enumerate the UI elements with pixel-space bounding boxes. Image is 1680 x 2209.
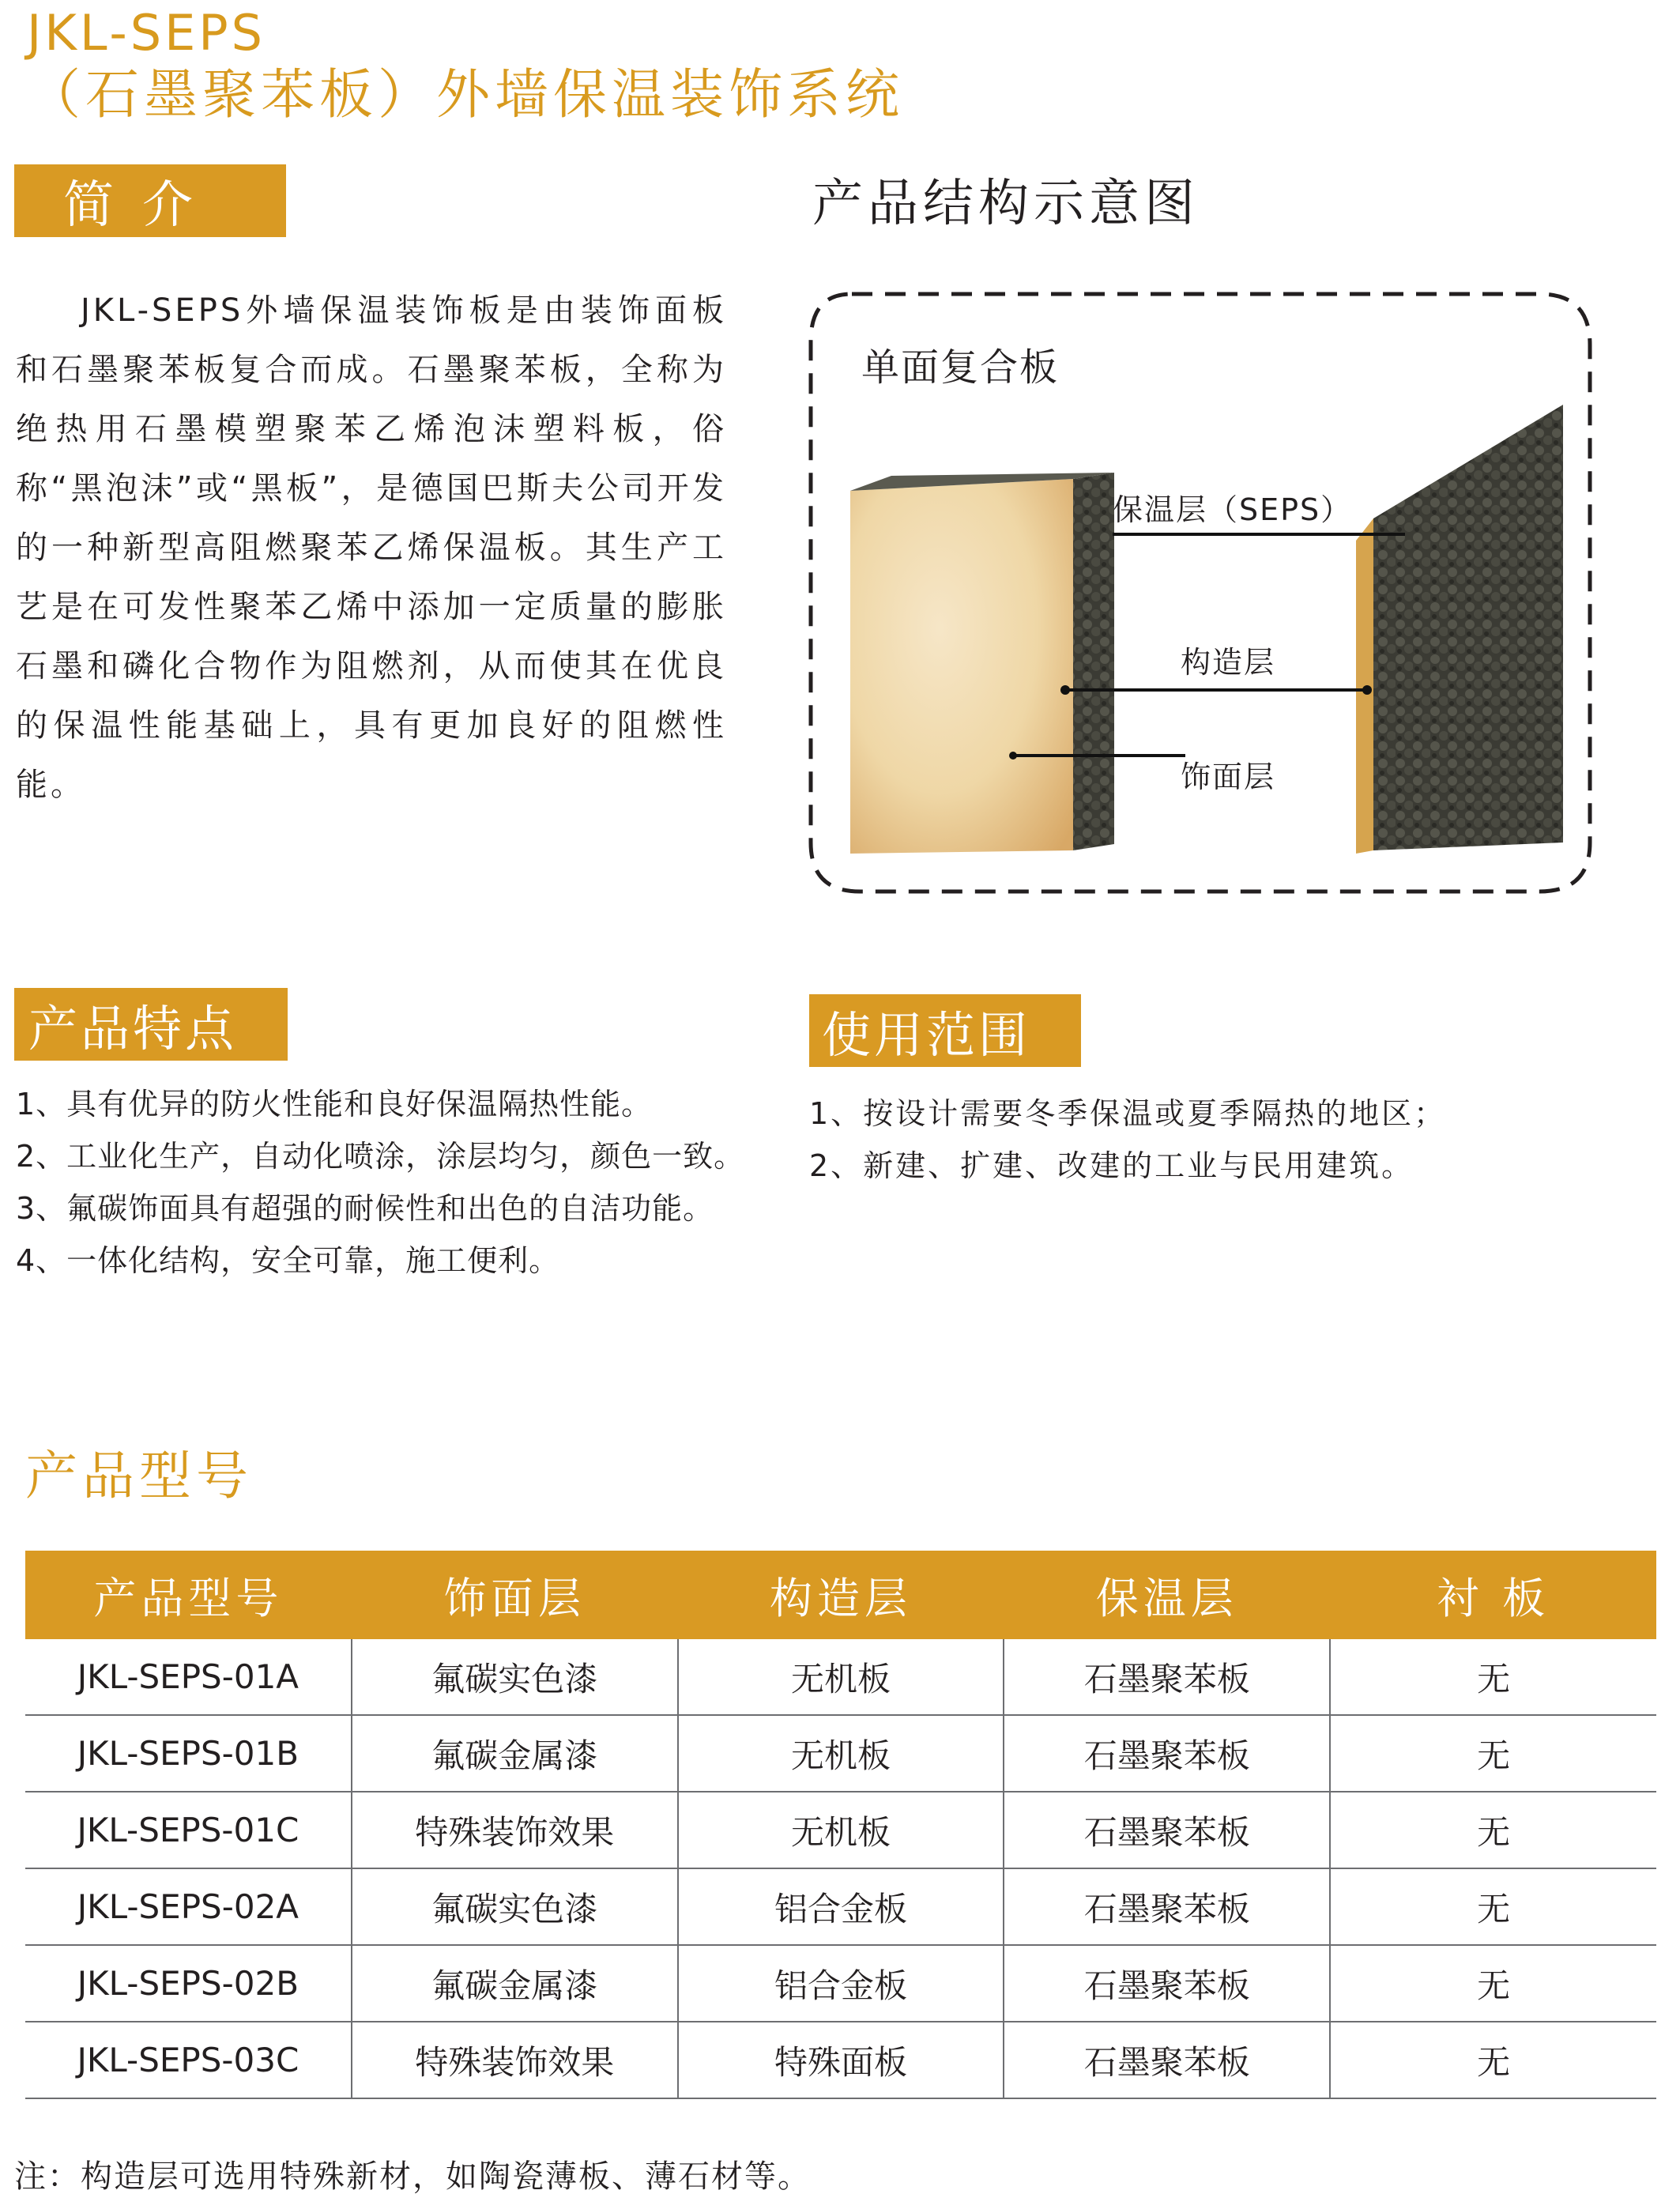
table-cell: JKL-SEPS-03C bbox=[25, 2022, 352, 2098]
diagram-subtitle: 单面复合板 bbox=[861, 345, 1060, 390]
footnote: 注：构造层可选用特殊新材，如陶瓷薄板、薄石材等。 bbox=[14, 2158, 811, 2195]
table-row bbox=[25, 1639, 1656, 1715]
table-cell: 石墨聚苯板 bbox=[1004, 1868, 1330, 1945]
table-cell: 无机板 bbox=[678, 1715, 1004, 1792]
foam-side-left bbox=[1073, 473, 1114, 850]
list-item: 4、一体化结构，安全可靠，施工便利。 bbox=[16, 1243, 560, 1278]
page-title: JKL-SEPS bbox=[27, 4, 266, 62]
page-subtitle: （石墨聚苯板）外墙保温装饰系统 bbox=[27, 64, 905, 126]
table-row bbox=[25, 1945, 1656, 2022]
table-cell: 无机板 bbox=[678, 1639, 1004, 1715]
list-item: 2、新建、扩建、改建的工业与民用建筑。 bbox=[809, 1148, 1414, 1183]
table-cell: 铝合金板 bbox=[678, 1868, 1004, 1945]
table-cell: 无 bbox=[1330, 1868, 1656, 1945]
list-item: 3、氟碳饰面具有超强的耐候性和出色的自洁功能。 bbox=[16, 1191, 714, 1226]
table-cell: 石墨聚苯板 bbox=[1004, 1945, 1330, 2022]
table-cell: JKL-SEPS-01A bbox=[25, 1639, 352, 1715]
table-cell: 无 bbox=[1330, 1715, 1656, 1792]
table-cell: 石墨聚苯板 bbox=[1004, 1639, 1330, 1715]
table-cell: JKL-SEPS-02A bbox=[25, 1868, 352, 1945]
models-title: 产品型号 bbox=[25, 1446, 253, 1506]
table-cell: 特殊装饰效果 bbox=[352, 2022, 678, 2098]
table-cell: 氟碳金属漆 bbox=[352, 1715, 678, 1792]
intro-label: 简介 bbox=[14, 164, 286, 237]
structure-layer-label: 构造层 bbox=[1181, 645, 1276, 680]
insulation-layer-label: 保温层（SEPS） bbox=[1113, 492, 1353, 527]
table-cell: 无 bbox=[1330, 1639, 1656, 1715]
table-cell: 氟碳实色漆 bbox=[352, 1868, 678, 1945]
table-cell: 石墨聚苯板 bbox=[1004, 2022, 1330, 2098]
column-header: 饰面层 bbox=[352, 1551, 678, 1639]
column-header: 保温层 bbox=[1004, 1551, 1330, 1639]
intro-text: JKL-SEPS外墙保温装饰板是由装饰面板和石墨聚苯板复合而成。石墨聚苯板，全称为绝热用石墨模塑聚苯乙烯泡沫塑料板，俗称“黑泡沫”或“黑板”，是德国巴斯夫公司开发的一种新型高阻燃聚苯乙烯保温板。其生产工艺是在可发性聚苯乙烯中添加一定质量的膨胀石墨和磷化合物作为阻燃剂，从而使其在优良的保温性能基础上，具有更加良好的阻燃性能。 bbox=[16, 292, 727, 803]
table-row bbox=[25, 2022, 1656, 2098]
table-row bbox=[25, 1792, 1656, 1868]
list-item: 1、按设计需要冬季保温或夏季隔热的地区； bbox=[809, 1096, 1447, 1131]
column-header: 产品型号 bbox=[25, 1551, 352, 1639]
diagram-title: 产品结构示意图 bbox=[812, 175, 1200, 233]
table-cell: JKL-SEPS-01B bbox=[25, 1715, 352, 1792]
finish-layer-label: 饰面层 bbox=[1181, 760, 1276, 794]
table-cell: 氟碳金属漆 bbox=[352, 1945, 678, 2022]
table-cell: JKL-SEPS-01C bbox=[25, 1792, 352, 1868]
table-cell: 特殊装饰效果 bbox=[352, 1792, 678, 1868]
table-cell: 石墨聚苯板 bbox=[1004, 1715, 1330, 1792]
usage-label: 使用范围 bbox=[809, 994, 1081, 1067]
finish-face bbox=[850, 479, 1073, 854]
table-cell: JKL-SEPS-02B bbox=[25, 1945, 352, 2022]
foam-face-right bbox=[1373, 405, 1563, 850]
list-item: 2、工业化生产，自动化喷涂，涂层均匀，颜色一致。 bbox=[16, 1139, 745, 1174]
table-row bbox=[25, 1868, 1656, 1945]
table-cell: 无 bbox=[1330, 2022, 1656, 2098]
table-header-row bbox=[25, 1551, 1656, 1639]
list-item: 1、具有优异的防火性能和良好保温隔热性能。 bbox=[16, 1087, 653, 1121]
table-cell: 石墨聚苯板 bbox=[1004, 1792, 1330, 1868]
table-row bbox=[25, 1715, 1656, 1792]
usage-list bbox=[809, 1088, 1599, 1192]
models-table bbox=[25, 1551, 1656, 2099]
table-cell: 无机板 bbox=[678, 1792, 1004, 1868]
table-cell: 无 bbox=[1330, 1792, 1656, 1868]
table-cell: 特殊面板 bbox=[678, 2022, 1004, 2098]
table-cell: 铝合金板 bbox=[678, 1945, 1004, 2022]
table-cell: 氟碳实色漆 bbox=[352, 1639, 678, 1715]
table-cell: 无 bbox=[1330, 1945, 1656, 2022]
column-header: 衬 板 bbox=[1330, 1551, 1656, 1639]
column-header: 构造层 bbox=[678, 1551, 1004, 1639]
features-list bbox=[16, 1078, 774, 1287]
features-label: 产品特点 bbox=[14, 988, 288, 1061]
